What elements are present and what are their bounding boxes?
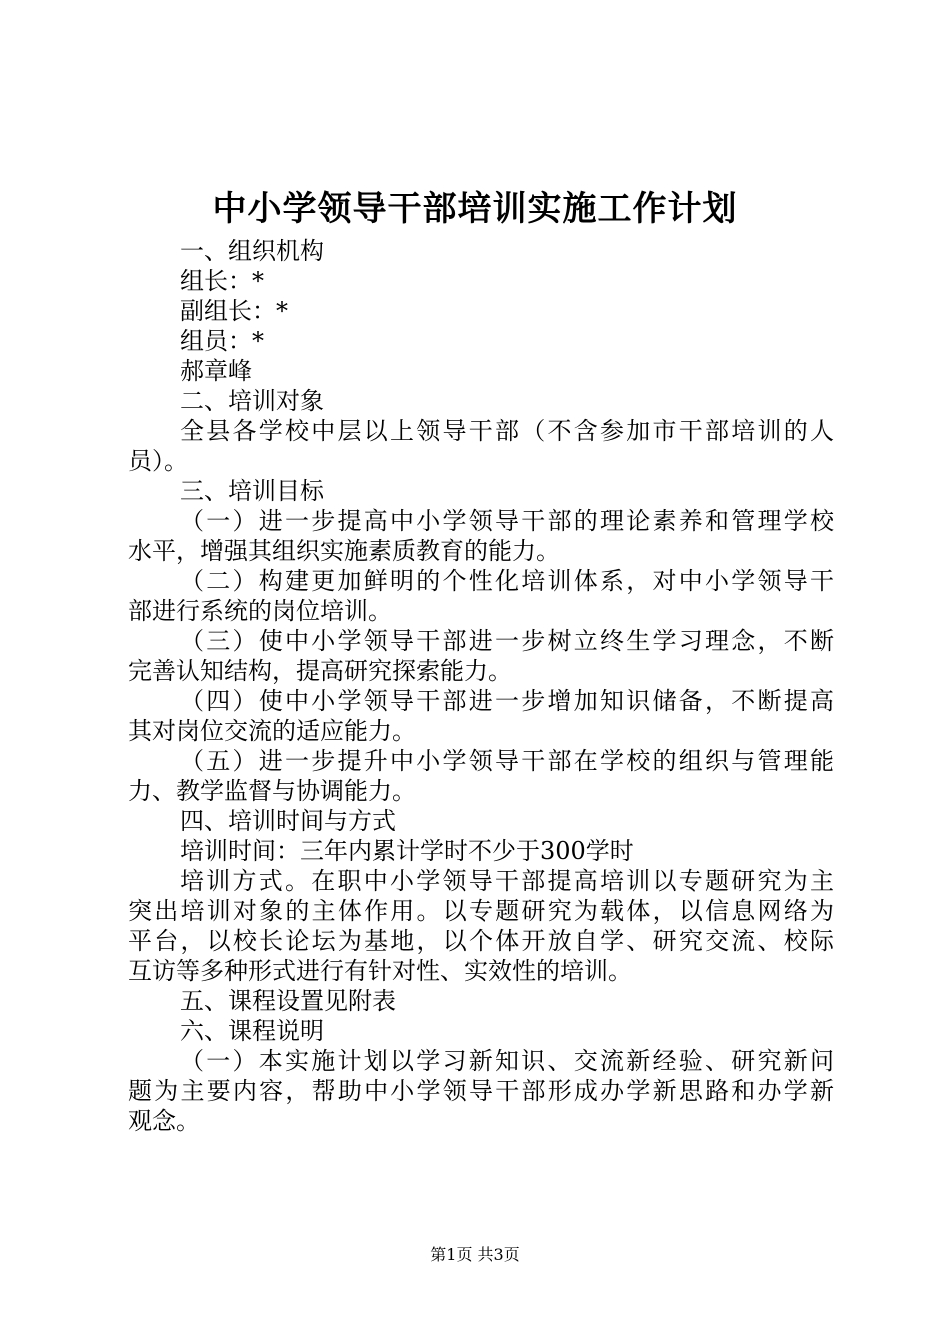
body-line: （一）进一步提高中小学领导干部的理论素养和管理学校 [180, 507, 834, 535]
body-line: 力、教学监督与协调能力。 [128, 777, 416, 805]
body-line: 全县各学校中层以上领导干部（不含参加市干部培训的人 [180, 417, 834, 445]
body-line: 平台，以校长论坛为基地，以个体开放自学、研究交流、校际 [128, 927, 834, 955]
body-line: 副组长：* [180, 297, 288, 325]
body-line: （五）进一步提升中小学领导干部在学校的组织与管理能 [180, 747, 834, 775]
body-line: （二）构建更加鲜明的个性化培训体系，对中小学领导干 [180, 567, 834, 595]
body-line: 水平，增强其组织实施素质教育的能力。 [128, 537, 560, 565]
section-heading: 二、培训对象 [180, 387, 324, 415]
body-line: 互访等多种形式进行有针对性、实效性的培训。 [128, 957, 632, 985]
body-line: 郝章峰 [180, 357, 252, 385]
page-footer: 第1页 共3页 [430, 1245, 520, 1264]
document-title: 中小学领导干部培训实施工作计划 [212, 189, 738, 229]
body-line: 组员：* [180, 327, 264, 355]
body-line: 培训方式。在职中小学领导干部提高培训以专题研究为主 [180, 867, 834, 895]
document-body [128, 236, 834, 1136]
body-line: 培训时间：三年内累计学时不少于300学时 [180, 837, 634, 865]
body-line: 观念。 [128, 1107, 200, 1135]
body-line: 组长：* [180, 267, 264, 295]
section-heading: 三、培训目标 [180, 477, 324, 505]
section-heading: 六、课程说明 [180, 1017, 324, 1045]
body-line: 员）。 [128, 447, 188, 475]
body-line: 部进行系统的岗位培训。 [128, 597, 392, 625]
section-heading: 五、课程设置见附表 [180, 987, 396, 1015]
section-heading: 四、培训时间与方式 [180, 807, 396, 835]
body-line: （三）使中小学领导干部进一步树立终生学习理念，不断 [180, 627, 834, 655]
body-line: （一）本实施计划以学习新知识、交流新经验、研究新问 [180, 1047, 834, 1075]
body-line: 完善认知结构，提高研究探索能力。 [128, 657, 512, 685]
body-line: 其对岗位交流的适应能力。 [128, 717, 416, 745]
body-line: 突出培训对象的主体作用。以专题研究为载体，以信息网络为 [128, 897, 834, 925]
body-line: 题为主要内容，帮助中小学领导干部形成办学新思路和办学新 [128, 1077, 834, 1105]
section-heading: 一、组织机构 [180, 237, 324, 265]
body-line: （四）使中小学领导干部进一步增加知识储备，不断提高 [180, 687, 834, 715]
